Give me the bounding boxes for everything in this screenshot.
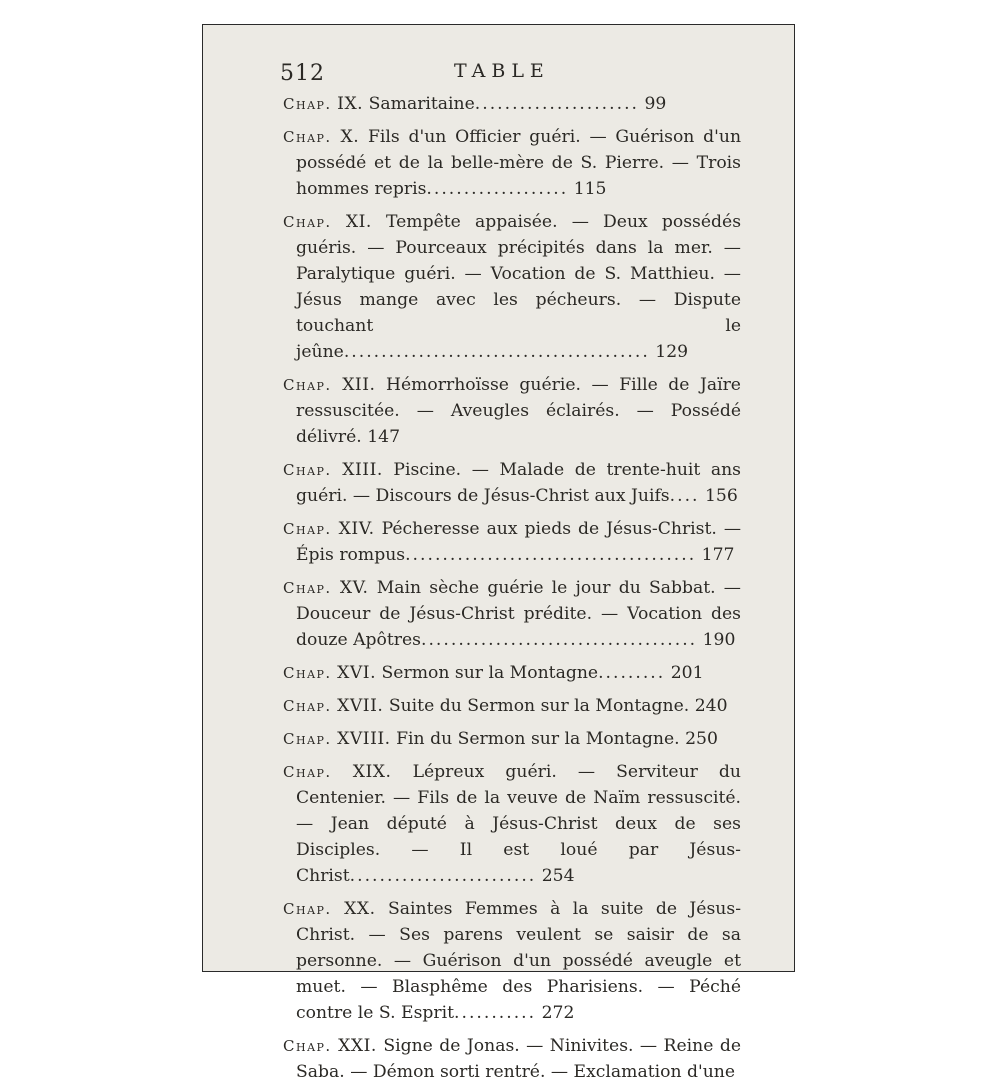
toc-entry [283, 1033, 741, 1085]
chapter-page: 99 [644, 94, 667, 114]
chapter-title: Lépreux guéri. — Serviteur du Centenier. — Fils de la veuve de Naïm ressuscité. — Jean député à Jésus-Christ deux de ses Disciples. — Il est loué par Jésus-Christ [296, 762, 741, 886]
chapter-title: Tempête appaisée. — Deux possédés guéris. — Pourceaux précipités dans la mer. — Paralytique guéri. — Vocation de S. Matthieu. — Jésus mange avec les pécheurs. — Dispute touchant le jeûne [296, 212, 742, 362]
dot-leader: ......................... [349, 866, 537, 886]
book-page [202, 24, 795, 1082]
chapter-numeral: XX. [344, 899, 376, 919]
chapter-title: Sermon sur la Montagne [381, 663, 599, 683]
dot-leader: ........... [454, 1003, 537, 1023]
chapter-numeral: XI. [345, 212, 372, 232]
chapter-numeral: XVI. [337, 663, 377, 683]
chapter-title: Fin du Sermon sur la Montagne. [396, 729, 680, 749]
chapter-numeral: XIX. [352, 762, 392, 782]
chapter-label: Chap. [283, 213, 332, 231]
chapter-numeral: XVIII. [337, 729, 391, 749]
chapter-label: Chap. [283, 1037, 332, 1055]
toc-entry [283, 91, 741, 117]
chapter-label: Chap. [283, 579, 332, 597]
chapter-label: Chap. [283, 664, 332, 682]
chapter-page: 177 [701, 545, 735, 565]
chapter-numeral: XV. [339, 578, 369, 598]
toc-entry [283, 209, 741, 365]
toc-entry [283, 575, 741, 653]
chapter-title: Pécheresse aux pieds de Jésus-Christ. — Épis rompus [296, 519, 742, 565]
chapter-page: 147 [367, 427, 401, 447]
dot-leader: ..................................... [421, 630, 698, 650]
chapter-label: Chap. [283, 900, 332, 918]
chapter-numeral: X. [340, 127, 360, 147]
toc-entry [283, 124, 741, 202]
chapter-label: Chap. [283, 376, 332, 394]
chapter-label: Chap. [283, 730, 332, 748]
chapter-numeral: XXI. [338, 1036, 377, 1056]
chapter-page: 250 [685, 729, 718, 749]
page-header [280, 57, 740, 87]
dot-leader: ................... [426, 179, 569, 199]
dot-leader: ....................................... [405, 545, 697, 565]
toc-entry [283, 372, 741, 450]
dot-leader: ......... [598, 663, 666, 683]
chapter-page: 156 [704, 486, 738, 506]
chapter-label: Chap. [283, 461, 332, 479]
toc-entry [283, 457, 741, 509]
chapter-page: 190 [702, 630, 736, 650]
chapter-label: Chap. [283, 128, 332, 146]
chapter-label: Chap. [283, 763, 332, 781]
toc-entry [283, 693, 741, 719]
chapter-label: Chap. [283, 697, 332, 715]
chapter-title: Saintes Femmes à la suite de Jésus-Christ. — Ses parens veulent se saisir de sa personne. — Guérison d'un possédé aveugle et muet. — Blasphême des Pharisiens. — Péché contre le S. Esprit [296, 899, 741, 1023]
toc-entry [283, 896, 741, 1026]
chapter-numeral: XII. [342, 375, 376, 395]
chapter-page: 254 [541, 866, 575, 886]
chapter-title: Suite du Sermon sur la Montagne. [388, 696, 690, 716]
toc-entry [283, 759, 741, 889]
chapter-numeral: IX. [337, 94, 364, 114]
dot-leader: .... [669, 486, 700, 506]
chapter-label: Chap. [283, 520, 332, 538]
page-number: 512 [280, 61, 325, 86]
chapter-page: 272 [541, 1003, 575, 1023]
toc-entry [283, 726, 741, 752]
chapter-title: Piscine. — Malade de trente-huit ans guéri. — Discours de Jésus-Christ aux Juifs [296, 460, 742, 506]
chapter-title: Hémorrhoïsse guérie. — Fille de Jaïre ressuscitée. — Aveugles éclairés. — Possédé délivré. [296, 375, 741, 447]
chapter-page: 240 [694, 696, 728, 716]
chapter-title: Samaritaine [368, 94, 475, 114]
chapter-numeral: XIV. [338, 519, 375, 539]
chapter-page: 129 [655, 342, 689, 362]
chapter-numeral: XVII. [337, 696, 384, 716]
toc-entry [283, 660, 741, 686]
dot-leader: ......................................... [343, 342, 650, 362]
chapter-title: Signe de Jonas. — Ninivites. — Reine de Saba. — Démon sorti rentré. — Exclamation d'une [296, 1036, 742, 1082]
chapter-title: Fils d'un Officier guéri. — Guérison d'un possédé et de la belle-mère de S. Pierre. — Trois hommes repris [296, 127, 742, 199]
dot-leader: ...................... [474, 94, 639, 114]
table-of-contents [283, 91, 741, 1092]
toc-entry [283, 516, 741, 568]
chapter-label: Chap. [283, 95, 332, 113]
running-head: TABLE [454, 60, 550, 82]
chapter-title: Main sèche guérie le jour du Sabbat. — Douceur de Jésus-Christ prédite. — Vocation des douze Apôtres [296, 578, 741, 650]
chapter-page: 115 [573, 179, 607, 199]
chapter-page: 201 [670, 663, 704, 683]
chapter-numeral: XIII. [342, 460, 383, 480]
